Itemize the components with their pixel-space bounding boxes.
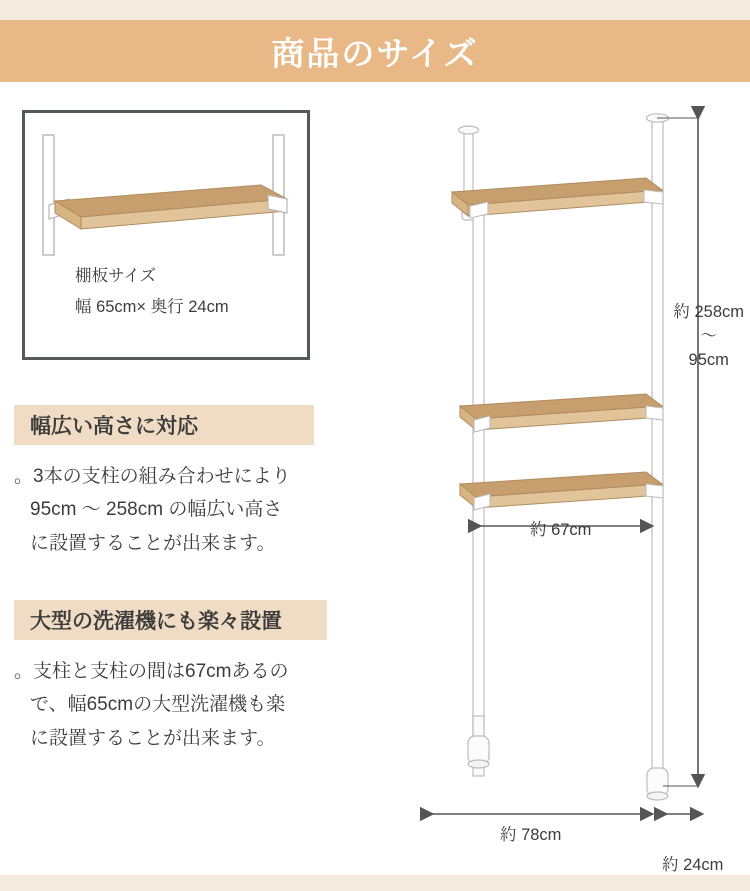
shelf-spec-label-line2: 幅 65cm× 奥行 24cm xyxy=(75,298,229,317)
shelf-spec-label xyxy=(75,261,229,324)
section-heading-2: 大型の洗濯機にも楽々設置 xyxy=(14,600,327,640)
shelf-spec-box xyxy=(22,110,310,360)
shelf-illustration xyxy=(25,113,307,258)
dimension-height-tilde: ～ xyxy=(700,326,717,345)
dimension-depth-label: 約 24cm xyxy=(662,856,724,874)
bullet-mark-1: 。 xyxy=(14,466,34,487)
section-body-2-text1: 支柱と支柱の間は67cmあるの xyxy=(33,661,289,682)
section-body-1-line3: に設置することが出来ます。 xyxy=(30,532,276,554)
section-body-2 xyxy=(14,655,364,755)
dimension-height-label xyxy=(673,301,744,373)
page-title-band xyxy=(0,20,750,82)
dimension-inner-width-label: 約 67cm xyxy=(530,521,592,539)
page-title: 商品のサイズ xyxy=(271,34,479,72)
section-body-2-line3: に設置することが出来ます。 xyxy=(30,727,276,749)
dimension-height-bottom: 95cm xyxy=(688,350,729,369)
section-heading-1: 幅広い高さに対応 xyxy=(14,405,314,445)
section-body-2-line2: で、幅65cmの大型洗濯機も楽 xyxy=(30,694,286,716)
section-body-1-line2: 95cm ～ 258cm の幅広い高さ xyxy=(30,499,283,521)
shelf-spec-label-line1: 棚板サイズ xyxy=(75,267,157,285)
left-info-column xyxy=(0,100,380,870)
section-body-2-line1 xyxy=(14,655,364,688)
top-decorative-strip xyxy=(0,0,750,20)
section-body-1-text1: 3本の支柱の組み合わせにより xyxy=(33,466,291,487)
section-body-1-line1 xyxy=(14,460,364,493)
section-body-1 xyxy=(14,460,364,560)
dimension-height-top: 約 258cm xyxy=(673,303,744,321)
product-dimension-diagram xyxy=(380,86,750,891)
dimension-outer-width-label: 約 78cm xyxy=(500,826,562,844)
bullet-mark-2: 。 xyxy=(14,661,34,682)
